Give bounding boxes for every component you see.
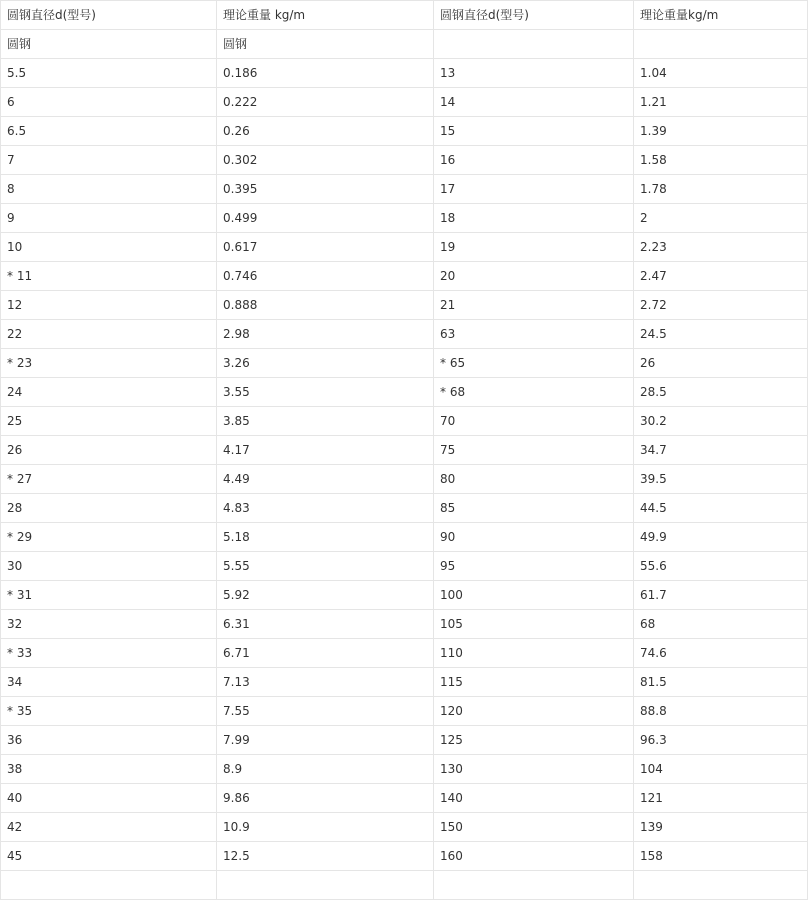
cell-weight: 104 [634, 755, 808, 784]
cell-diameter: 90 [434, 523, 634, 552]
cell-weight: 39.5 [634, 465, 808, 494]
cell-weight: 96.3 [634, 726, 808, 755]
cell-diameter: 6 [1, 88, 217, 117]
cell-diameter: * 29 [1, 523, 217, 552]
cell-diameter: 19 [434, 233, 634, 262]
cell-diameter: 5.5 [1, 59, 217, 88]
cell-diameter: 36 [1, 726, 217, 755]
table-row [1, 494, 808, 523]
table-row [1, 436, 808, 465]
cell-weight: 30.2 [634, 407, 808, 436]
cell-diameter: 100 [434, 581, 634, 610]
cell-weight: 10.9 [217, 813, 434, 842]
table-body [1, 1, 808, 900]
header-cell-diameter-2: 圆钢直径d(型号) [434, 1, 634, 30]
cell-weight: 6.31 [217, 610, 434, 639]
table-row [1, 349, 808, 378]
cell-diameter: 25 [1, 407, 217, 436]
header-cell-weight-1: 理论重量 kg/m [217, 1, 434, 30]
cell-weight: 49.9 [634, 523, 808, 552]
cell-diameter: 17 [434, 175, 634, 204]
cell-diameter: 20 [434, 262, 634, 291]
header-cell-weight-2: 理论重量kg/m [634, 1, 808, 30]
cell-weight: 3.26 [217, 349, 434, 378]
subheader-cell [634, 30, 808, 59]
header-cell-diameter-1: 圆钢直径d(型号) [1, 1, 217, 30]
cell-diameter: * 33 [1, 639, 217, 668]
table-row [1, 117, 808, 146]
cell-weight: 0.186 [217, 59, 434, 88]
cell-weight: 2.47 [634, 262, 808, 291]
cell-diameter: 125 [434, 726, 634, 755]
cell-diameter: 13 [434, 59, 634, 88]
table-row [1, 813, 808, 842]
cell-diameter: 30 [1, 552, 217, 581]
table-row [1, 407, 808, 436]
table-row [1, 668, 808, 697]
cell-weight: 24.5 [634, 320, 808, 349]
table-row [1, 204, 808, 233]
cell-diameter: * 23 [1, 349, 217, 378]
cell-diameter: * 31 [1, 581, 217, 610]
cell-diameter: 21 [434, 291, 634, 320]
cell-diameter: 120 [434, 697, 634, 726]
cell-diameter: 34 [1, 668, 217, 697]
cell-weight: 1.39 [634, 117, 808, 146]
table-row [1, 233, 808, 262]
cell-diameter: 32 [1, 610, 217, 639]
cell-diameter: 15 [434, 117, 634, 146]
cell-diameter: 63 [434, 320, 634, 349]
cell-diameter: 130 [434, 755, 634, 784]
cell-diameter: 38 [1, 755, 217, 784]
cell-diameter: * 68 [434, 378, 634, 407]
cell-diameter: 160 [434, 842, 634, 871]
cell-weight: 121 [634, 784, 808, 813]
cell-diameter: 18 [434, 204, 634, 233]
table-row [1, 610, 808, 639]
cell-weight: 28.5 [634, 378, 808, 407]
subheader-cell: 圆钢 [217, 30, 434, 59]
cell-weight: 0.395 [217, 175, 434, 204]
cell-weight: 7.55 [217, 697, 434, 726]
cell-weight: 26 [634, 349, 808, 378]
cell-diameter [1, 871, 217, 900]
cell-weight: 5.18 [217, 523, 434, 552]
table-row [1, 552, 808, 581]
cell-weight: 61.7 [634, 581, 808, 610]
subheader-row [1, 30, 808, 59]
cell-weight: 8.9 [217, 755, 434, 784]
cell-weight: 2 [634, 204, 808, 233]
cell-weight: 139 [634, 813, 808, 842]
cell-weight: 0.746 [217, 262, 434, 291]
cell-diameter: 105 [434, 610, 634, 639]
cell-diameter: 45 [1, 842, 217, 871]
cell-weight: 1.04 [634, 59, 808, 88]
table-row [1, 784, 808, 813]
cell-weight: 7.99 [217, 726, 434, 755]
cell-weight: 158 [634, 842, 808, 871]
cell-weight: 1.21 [634, 88, 808, 117]
table-row [1, 378, 808, 407]
table-row [1, 842, 808, 871]
cell-diameter: * 65 [434, 349, 634, 378]
cell-weight: 4.83 [217, 494, 434, 523]
cell-diameter: 80 [434, 465, 634, 494]
cell-diameter: 7 [1, 146, 217, 175]
cell-weight: 0.617 [217, 233, 434, 262]
cell-weight: 44.5 [634, 494, 808, 523]
table-row [1, 262, 808, 291]
table-row [1, 697, 808, 726]
cell-diameter: 22 [1, 320, 217, 349]
cell-weight: 88.8 [634, 697, 808, 726]
cell-diameter: * 35 [1, 697, 217, 726]
cell-weight: 2.98 [217, 320, 434, 349]
cell-weight: 68 [634, 610, 808, 639]
cell-diameter: 12 [1, 291, 217, 320]
table-row [1, 59, 808, 88]
table-row [1, 320, 808, 349]
cell-diameter: 115 [434, 668, 634, 697]
table-row [1, 291, 808, 320]
cell-weight: 74.6 [634, 639, 808, 668]
cell-weight: 4.49 [217, 465, 434, 494]
table-row [1, 639, 808, 668]
cell-diameter: 14 [434, 88, 634, 117]
cell-diameter: 110 [434, 639, 634, 668]
cell-diameter: 28 [1, 494, 217, 523]
cell-weight: 6.71 [217, 639, 434, 668]
cell-weight: 0.499 [217, 204, 434, 233]
table-row [1, 726, 808, 755]
cell-diameter: 150 [434, 813, 634, 842]
cell-weight [217, 871, 434, 900]
cell-weight: 0.302 [217, 146, 434, 175]
cell-diameter: * 11 [1, 262, 217, 291]
table-row [1, 755, 808, 784]
cell-weight: 5.92 [217, 581, 434, 610]
subheader-cell: 圆钢 [1, 30, 217, 59]
header-row [1, 1, 808, 30]
cell-diameter: 6.5 [1, 117, 217, 146]
cell-diameter: 40 [1, 784, 217, 813]
cell-weight: 55.6 [634, 552, 808, 581]
cell-diameter: 70 [434, 407, 634, 436]
cell-weight: 3.55 [217, 378, 434, 407]
cell-weight: 0.26 [217, 117, 434, 146]
table-row [1, 465, 808, 494]
cell-diameter [434, 871, 634, 900]
cell-weight: 7.13 [217, 668, 434, 697]
cell-diameter: 16 [434, 146, 634, 175]
cell-diameter: 8 [1, 175, 217, 204]
cell-weight: 4.17 [217, 436, 434, 465]
table-row [1, 523, 808, 552]
cell-weight: 34.7 [634, 436, 808, 465]
table-row [1, 88, 808, 117]
cell-diameter: 24 [1, 378, 217, 407]
cell-weight: 0.222 [217, 88, 434, 117]
cell-diameter: 85 [434, 494, 634, 523]
cell-diameter: * 27 [1, 465, 217, 494]
cell-weight: 0.888 [217, 291, 434, 320]
cell-weight [634, 871, 808, 900]
cell-weight: 1.78 [634, 175, 808, 204]
table-row [1, 175, 808, 204]
cell-weight: 3.85 [217, 407, 434, 436]
table-row [1, 581, 808, 610]
cell-weight: 9.86 [217, 784, 434, 813]
cell-weight: 1.58 [634, 146, 808, 175]
cell-diameter: 26 [1, 436, 217, 465]
cell-weight: 5.55 [217, 552, 434, 581]
cell-diameter: 75 [434, 436, 634, 465]
cell-diameter: 42 [1, 813, 217, 842]
cell-weight: 2.72 [634, 291, 808, 320]
cell-diameter: 9 [1, 204, 217, 233]
cell-diameter: 95 [434, 552, 634, 581]
table-row [1, 146, 808, 175]
subheader-cell [434, 30, 634, 59]
cell-weight: 12.5 [217, 842, 434, 871]
cell-weight: 2.23 [634, 233, 808, 262]
table-row [1, 871, 808, 900]
cell-weight: 81.5 [634, 668, 808, 697]
cell-diameter: 140 [434, 784, 634, 813]
cell-diameter: 10 [1, 233, 217, 262]
